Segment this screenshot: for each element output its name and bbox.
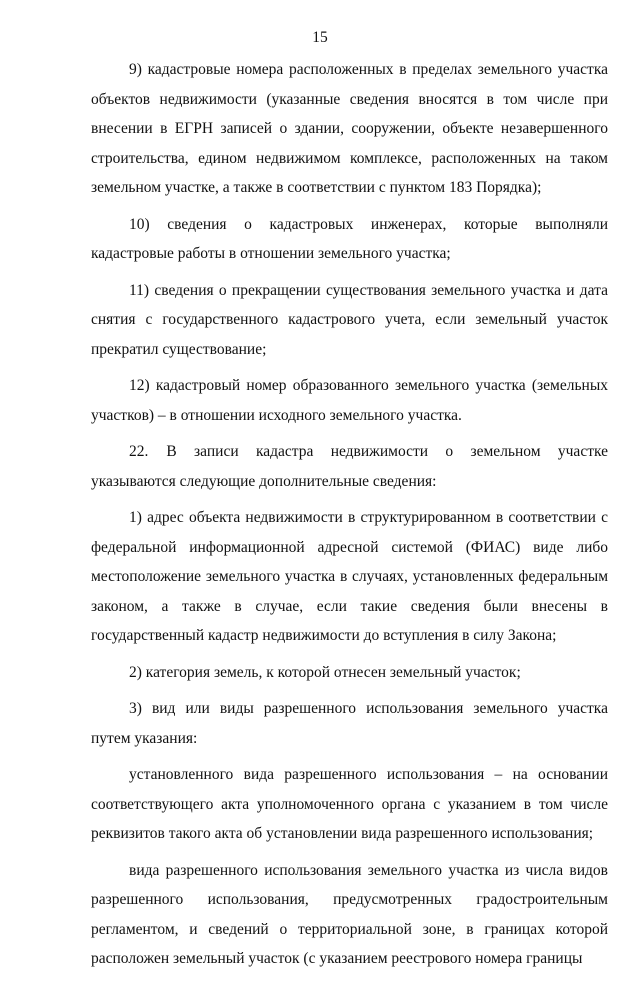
paragraph-subitem-3: 3) вид или виды разрешенного использования земельного участка путем указания:: [91, 700, 608, 747]
paragraph-established-use: установленного вида разрешенного использования – на основании соответствующего акта уполномоченного органа с указанием в том числе реквизитов такого акта об установлении вида разрешенного использования;: [91, 766, 608, 842]
paragraph-item-10: 10) сведения о кадастровых инженерах, которые выполняли кадастровые работы в отношении земельного участка;: [91, 215, 608, 262]
paragraph-item-11: 11) сведения о прекращении существования земельного участка и дата снятия с государственного кадастрового учета, если земельный участок прекратил существование;: [91, 281, 608, 358]
paragraph-permitted-use: вида разрешенного использования земельного участка из числа видов разрешенного использования, предусмотренных градостроительным регламентом, и сведений о территориальной зоне, в границах которой расположен земельный участок (с указанием реестрового номера границы: [91, 861, 608, 967]
paragraph-section-22: [91, 437, 608, 496]
document-body: [91, 55, 608, 981]
paragraph-item-9: 9) кадастровые номера расположенных в пределах земельного участка объектов недвижимости (указанные сведения вносятся в том числе при внесении в ЕГРН записей о здании, сооружении, объекте незавершенного строительства, едином недвижимом комплексе, расположенных на таком земельном участке, а также в соответствии с пунктом 183 Порядка);: [91, 61, 608, 196]
page-number: 15: [312, 29, 328, 46]
paragraph-subitem-1: 1) адрес объекта недвижимости в структурированном в соответствии с федеральной информационной адресной системой (ФИАС) виде либо местоположение земельного участка в случаях, установленных федеральным законом, а также в случае, если такие сведения были внесены в государственный кадастр недвижимости до вступления в силу Закона;: [91, 509, 608, 644]
paragraph-item-12: 12) кадастровый номер образованного земельного участка (земельных участков) – в отношении исходного земельного участка.: [91, 377, 608, 424]
paragraph-subitem-2: 2) категория земель, к которой отнесен земельный участок;: [129, 663, 521, 681]
section-22-text: В записи кадастра недвижимости о земельном участке указываются следующие дополнительные сведения:: [91, 443, 608, 490]
section-22-number: 22.: [129, 443, 149, 460]
